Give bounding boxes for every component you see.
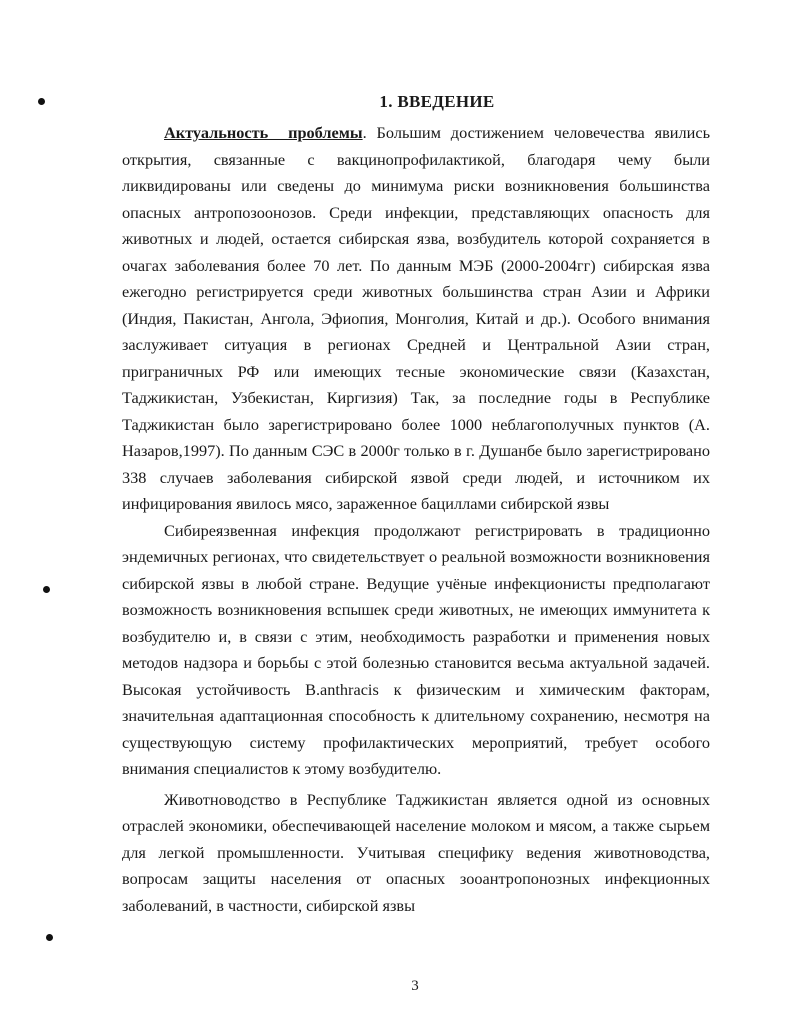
- paragraph-infection: Сибиреязвенная инфекция продолжают регистрировать в традиционно эндемичных регионах, что свидетельствует о реальной возможности возникновения сибирской язвы в любой стране. Ведущие учёные инфекционисты предполагают возможность возникновения вспышек среди животных, не имеющих иммунитета к возбудителю и, в связи с этим, необходимость разработки и применения новых методов надзора и борьбы с этой болезнью становится весьма актуальной задачей. Высокая устойчивость B.anthracis к физическим и химическим факторам, значительная адаптационная способность к длительному сохранению, несмотря на существующую систему профилактических мероприятий, требует особого внимания специалистов к этому возбудителю.: [122, 520, 710, 778]
- paragraph-relevance: [122, 120, 710, 518]
- margin-dot-bottom: [46, 934, 53, 941]
- paragraph-livestock: Животноводство в Республике Таджикистан является одной из основных отраслей экономики, обеспечивающей население молоком и мясом, а также сырьем для легкой промышленности. Учитывая специфику ведения животноводства, вопросам защиты населения от опасных зооантропонозных инфекционных заболеваний, в частности, сибирской язвы: [122, 789, 710, 915]
- lead-phrase: Актуальность проблемы: [164, 123, 363, 142]
- body-text: [122, 120, 710, 919]
- page-number: 3: [411, 978, 419, 994]
- section-heading: 1. ВВЕДЕНИЕ: [379, 92, 495, 111]
- margin-dot-middle: [43, 586, 50, 593]
- paragraph-relevance-text: . Большим достижением человечества явились открытия, связанные с вакцинопрофилактикой, благодаря чему были ликвидированы или сведены до минимума риски возникновения большинства опасных антропозоонозов. Среди инфекции, представляющих опасность для животных и людей, остается сибирская язва, возбудитель которой сохраняется в очагах заболевания более 70 лет. По данным МЭБ (2000-2004гг) сибирская язва ежегодно регистрируется среди животных большинства стран Азии и Африки (Индия, Пакистан, Ангола, Эфиопия, Монголия, Китай и др.). Особого внимания заслуживает ситуация в регионах Средней и Центральной Азии стран, приграничных РФ или имеющих тесные экономические связи (Казахстан, Таджикистан, Узбекистан, Киргизия) Так, за последние годы в Республике Таджикистан было зарегистрировано более 1000 неблагополучных пунктов (А. Назаров,1997). По данным СЭС в 2000г только в г. Душанбе было зарегистрировано 338 случаев заболевания сибирской язвой среди людей, и источником их инфицирования явилось мясо, зараженное бациллами сибирской язвы: [122, 123, 710, 513]
